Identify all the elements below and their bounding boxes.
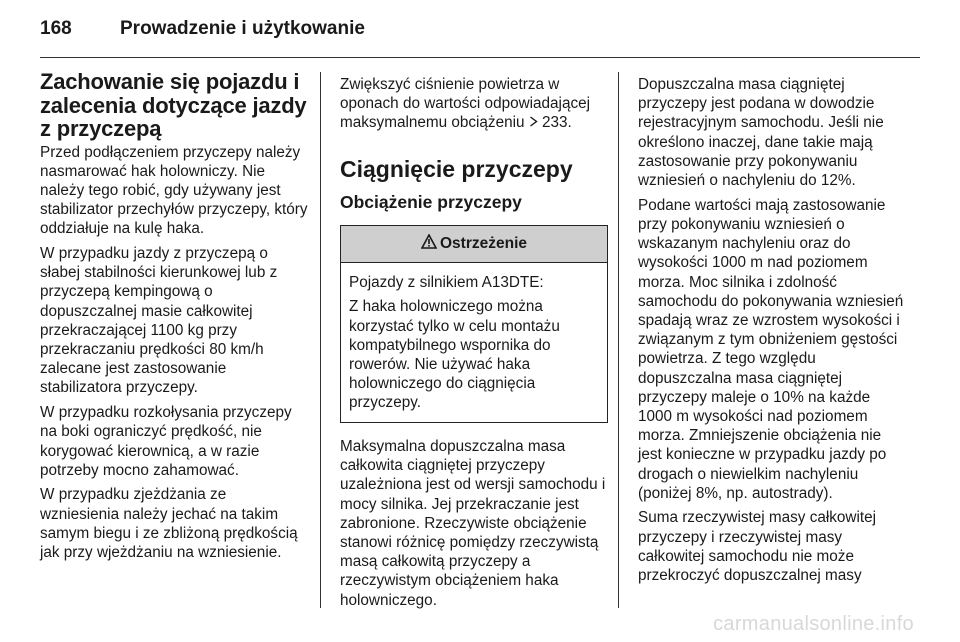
page-number: 168 [40, 18, 72, 39]
header-rule [40, 57, 920, 58]
page-header [40, 14, 920, 44]
warning-body [341, 263, 607, 422]
warning-line: Z haka holowniczego można korzystać tylko w celu montażu kompatybilnego wspornika do rowerów. Nie używać haka holowniczego do ciągnięcia przyczepy. [349, 298, 560, 412]
page-reference-arrow-icon[interactable] [529, 114, 542, 131]
tyre-pressure-text: Zwiększyć ciśnienie powietrza w oponach do wartości odpowiadającej maksymalnemu obciążeniu [340, 76, 591, 132]
warning-triangle-icon [421, 234, 440, 254]
paragraph: Przed podłączeniem przyczepy należy nasmarować hak holowniczy. Nie należy tego robić, gdy używany jest stabilizator przechyłów przyczepy, który oddziałuje na kulę haka. [40, 143, 308, 238]
paragraph: Maksymalna dopuszczalna masa całkowita ciągniętej przyczepy uzależniona jest od wersji samochodu i mocy silnika. Jej przekraczanie jest zabronione. Rzeczywiste obciążenie stanowi różnicę pomiędzy rzeczywistą masą całkowitą przyczepy a rzeczywistym obciążeniem haka holowniczego. [340, 438, 606, 609]
section-heading-trailer-behaviour: Zachowanie się pojazdu i zalecenia dotyczące jazdy z przyczepą [40, 69, 307, 141]
paragraph: Dopuszczalna masa ciągniętej przyczepy jest podana w dowodzie rejestracyjnym samochodu. Jeśli nie określono inaczej, dane takie mają zastosowanie przy pokonywaniu wzniesień o nachyleniu do 12%. [638, 76, 884, 190]
paragraph: Suma rzeczywistej masy całkowitej przyczepy i rzeczywistej masy całkowitej samochodu nie może przekroczyć dopuszczalnej masy [638, 509, 877, 585]
column-divider [618, 72, 619, 608]
column-divider [320, 72, 321, 608]
warning-box [340, 225, 608, 423]
watermark: carmanualsonline.info [713, 613, 914, 635]
warning-title: Ostrzeżenie [439, 234, 527, 252]
paragraph: W przypadku jazdy z przyczepą o słabej stabilności kierunkowej lub z przyczepą kempingową o dopuszczalnej masie całkowitej przekraczającej 1100 kg przy przekraczaniu prędkości 80 km/h zalecane jest zastosowanie stabilizatora przyczepy. [40, 245, 278, 397]
page-reference-link[interactable]: 233. [542, 114, 572, 132]
paragraph: W przypadku rozkołysania przyczepy na boki ograniczyć prędkość, nie korygować kierownicą, a w razie potrzeby mocno zahamować. [40, 404, 292, 479]
paragraph: Podane wartości mają zastosowanie przy pokonywaniu wzniesień o wskazanym nachyleniu oraz do wysokości 1000 m nad poziomem morza. Moc silnika i zdolność samochodu do pokonywania wzniesień spadają wraz ze wzrostem wysokości i związanym z tym obniżeniem gęstości powietrza. Z tego względu dopuszczalna masa ciągniętej przyczepy maleje o 10% na każde 1000 m wysokości nad poziomem morza. Zmniejszenie obciążenia nie jest konieczne w przypadku jazdy po drogach o niewielkim nachyleniu (poniżej 8%, np. autostrady). [638, 196, 904, 502]
page-title: Prowadzenie i użytkowanie [120, 18, 365, 39]
warning-header [341, 226, 607, 263]
subsection-title: Obciążenie przyczepy [340, 191, 522, 212]
paragraph-tyre-pressure [340, 75, 608, 133]
column-right [638, 75, 906, 591]
warning-line: Pojazdy z silnikiem A13DTE: [349, 273, 544, 291]
paragraph: W przypadku zjeżdżania ze wzniesienia należy jechać na takim samym biegu i ze zbliżoną prędkością jak przy wjeżdżaniu na wzniesienie. [40, 486, 298, 562]
column-middle [340, 75, 608, 615]
section-title: Ciągnięcie przyczepy [340, 155, 573, 182]
column-left [40, 70, 308, 568]
